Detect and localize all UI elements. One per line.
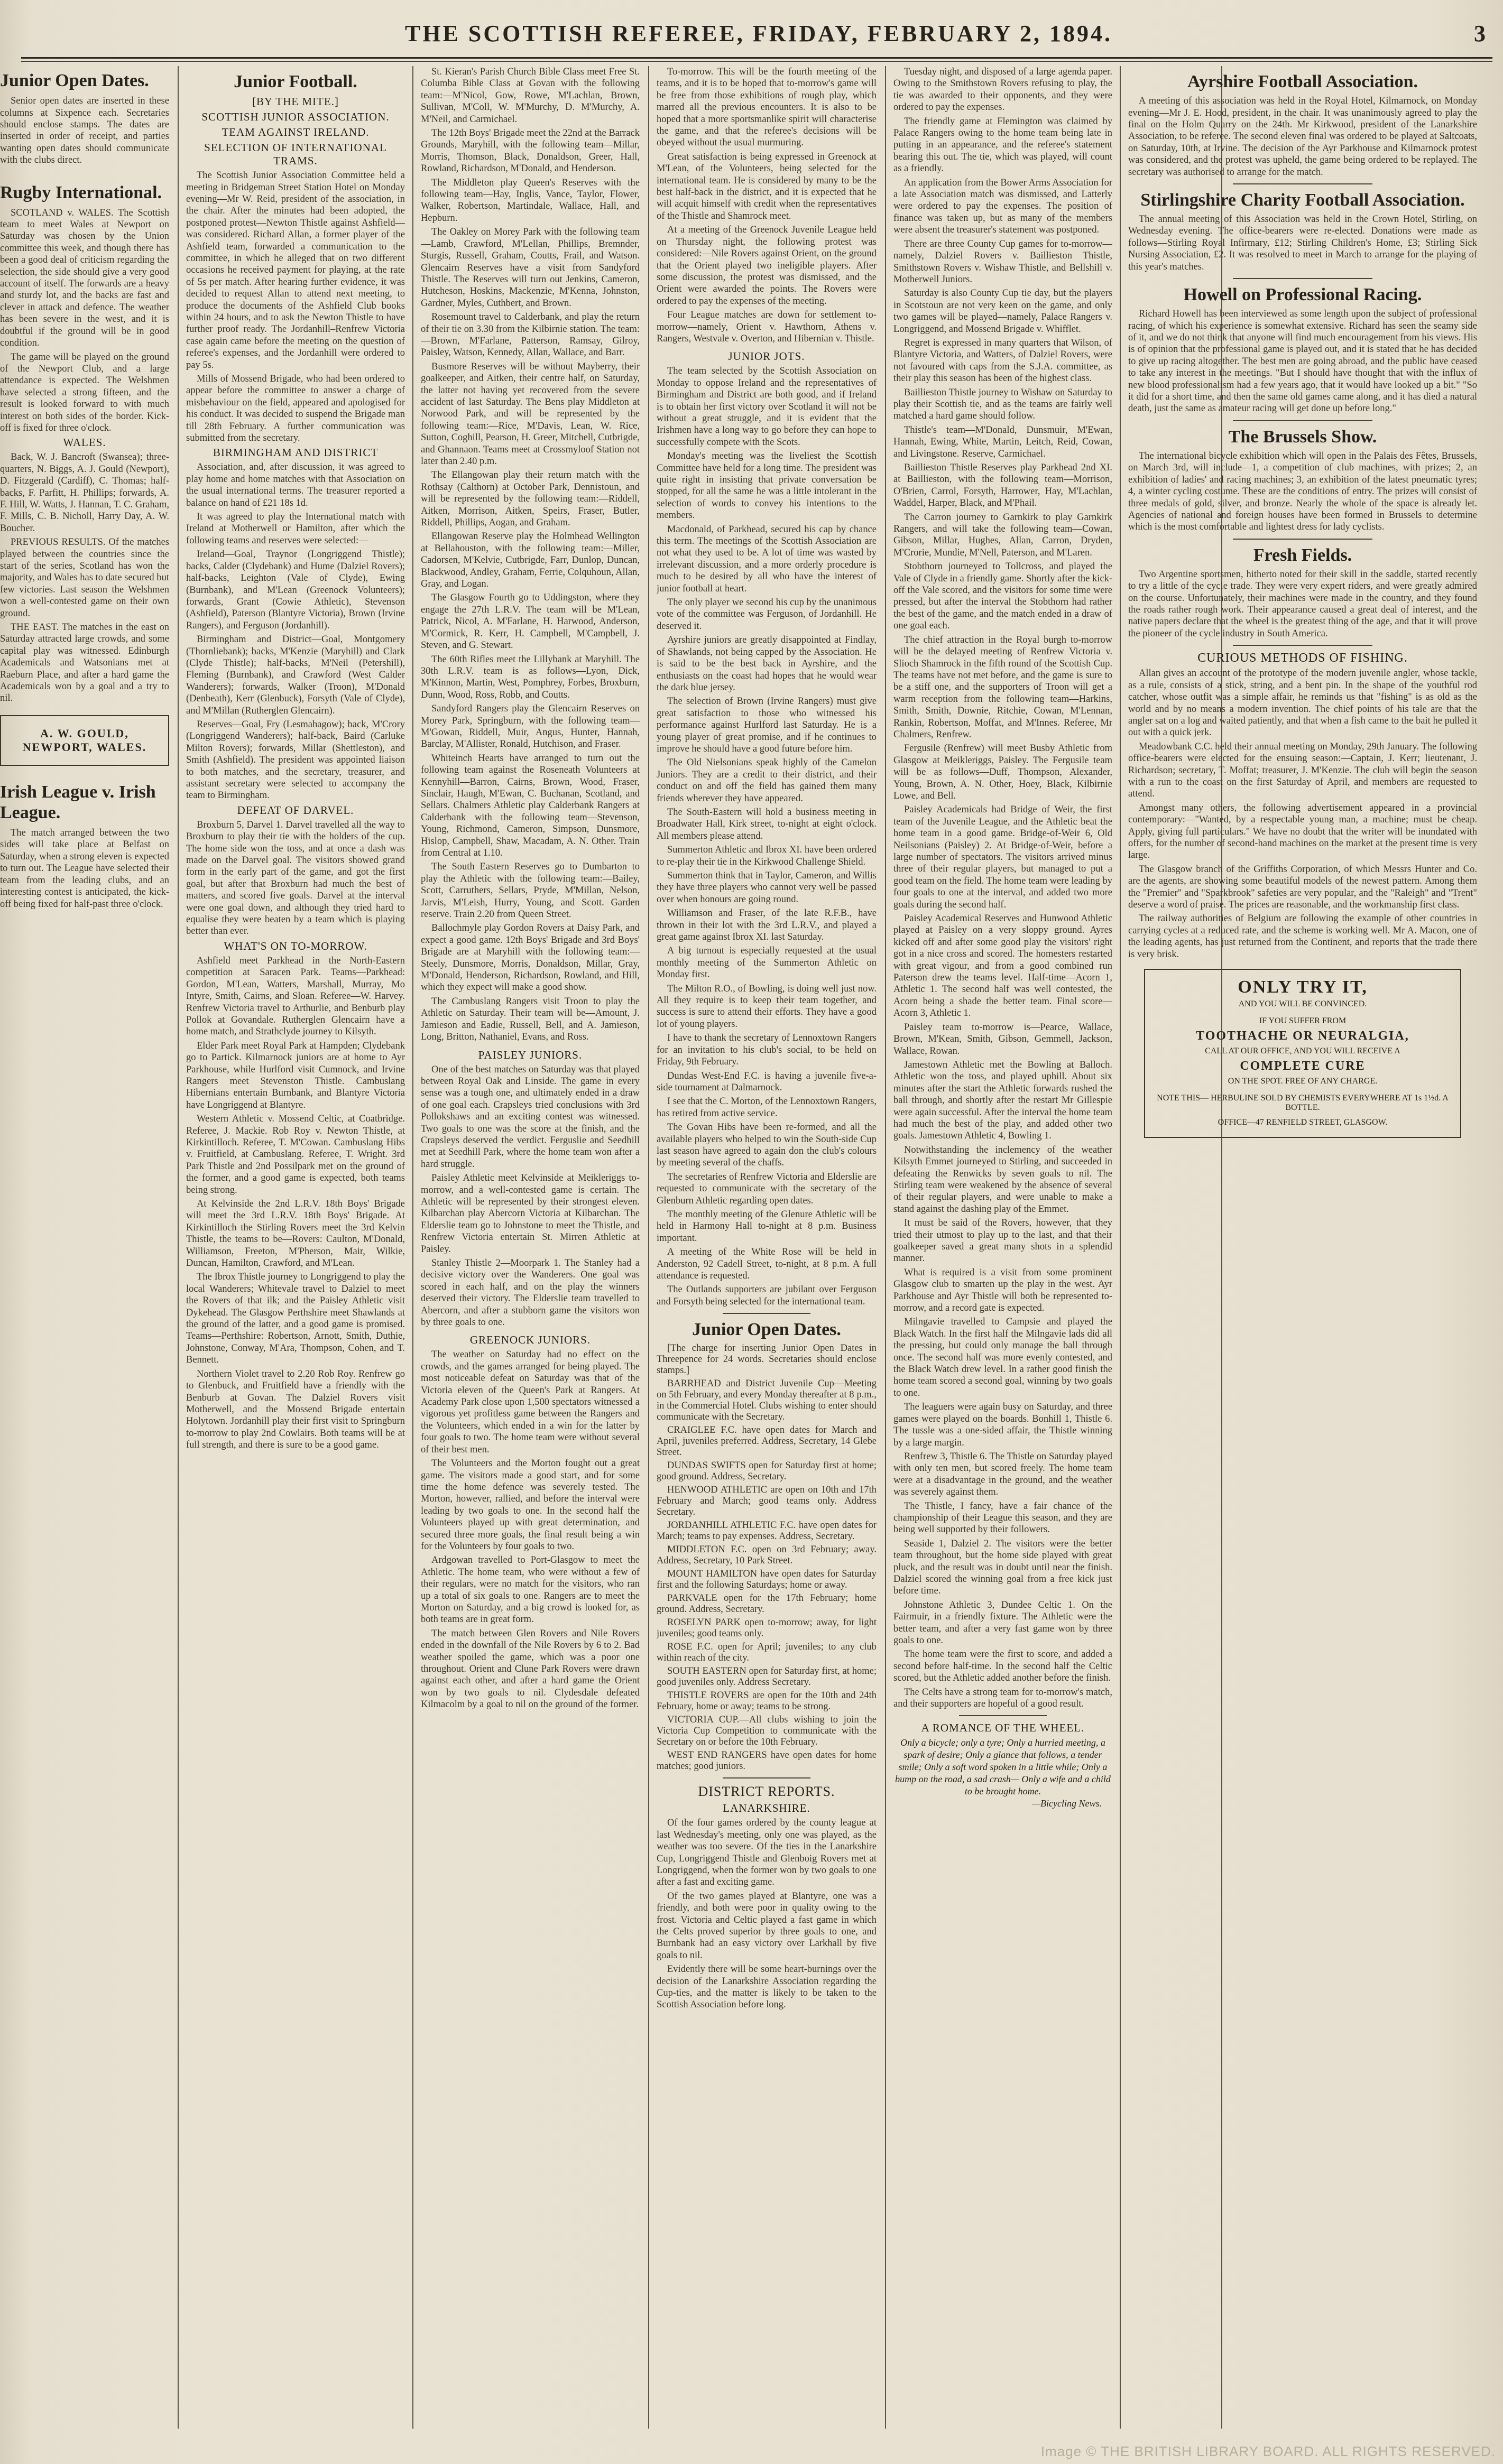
column-right xyxy=(1128,66,1493,2429)
poem-text: Only a bicycle; only a tyre; Only a hurried meeting, a spark of desire; Only a glance that follows, a tender smile; Only a soft word spoken in a little while; Only a bump on the road, a sad crash— Only a wife and a child to be brought home. xyxy=(895,1737,1111,1797)
article-paragraph: Tuesday night, and disposed of a large agenda paper. Owing to the Smithstown Rovers refusing to play, the tie was awarded to their opponents, and they were ordered to pay the expenses. xyxy=(893,67,1112,113)
ad-bold-line: TOOTHACHE OR NEURALGIA, xyxy=(1196,1029,1409,1043)
article-paragraph: The Glasgow branch of the Griffiths Corporation, of which Messrs Hunter and Co. are the agents, are showing some beautiful models of the newest pattern. Among them the "Premier" and "Sparkbrook" safeties are very popular, and the "Raleigh" and "Trent" deserve a word of praise. The prices are reasonable, and the workmanship first class. xyxy=(1128,864,1477,910)
masthead-rule xyxy=(21,57,1492,62)
subheading: DEFEAT OF DARVEL. xyxy=(237,803,354,817)
article-paragraph: Sandyford Rangers play the Glencairn Reserves on Morey Park, Springburn, with the following team—M'Gowan, Riddell, Muir, Angus, Hunter, Hannah, Barclay, M'Allister, Ronald, Hutchison, and Fraser. xyxy=(421,703,640,750)
byline: [BY THE MITE.] xyxy=(252,95,339,108)
article-paragraph: Ellangowan Reserve play the Holmhead Wellington at Bellahouston, with the following team:—Miller, Cadorsen, M'Kelvie, Cutbrigde, Farr, Dunlop, Duncan, Blackwood, Andley, Graham, Ferrie, Colquhoun, Allan, Gray, and Logan. xyxy=(421,531,640,590)
section-heading: Fresh Fields. xyxy=(1253,545,1352,565)
masthead-title: THE SCOTTISH REFEREE, FRIDAY, FEBRUARY 2, 1894. xyxy=(404,21,1112,47)
section-heading: Ayrshire Football Association. xyxy=(1187,72,1418,91)
article-paragraph: Birmingham and District—Goal, Montgomery (Thornliebank); backs, M'Kenzie (Maryhill) and Clark (Clyde Thistle); half-backs, M'Neil (Petershill), Fleming (Burnbank), and Crawford (West Calder Wanderers); forwards, Walker (Troon), M'Donald (Denbeath), Kerr (Glenbuck), Forsyth (Vale of Clyde), and M'Millan (Rutherglen Glencairn). xyxy=(186,634,405,716)
article-paragraph: The friendly game at Flemington was claimed by Palace Rangers owing to the home team being late in putting in an appearance, and the referee's statement bearing this out. The tie, which was played, will count as a friendly. xyxy=(893,116,1112,174)
subheading: DISTRICT REPORTS. xyxy=(698,1784,835,1800)
section-heading: Rugby International. xyxy=(0,182,162,202)
open-date-listing: JORDANHILL ATHLETIC F.C. have open dates for March; teams to pay expenses. Address, Secretary. xyxy=(657,1520,877,1542)
article-paragraph: Senior open dates are inserted in these columns at Sixpence each. Secretaries should enclose stamps. The dates are inserted in order of receipt, and parties wanting open dates should communicate with the clubs direct. xyxy=(0,96,169,166)
article-paragraph: I have to thank the secretary of Lennoxtown Rangers for an invitation to his club's social, to be held on Friday, 9th February. xyxy=(657,1033,877,1068)
article-paragraph: It was agreed to play the International match with Ireland at Motherwell or Hamilton, after which the following teams and reserves were selected:— xyxy=(186,512,405,546)
article-paragraph: The international bicycle exhibition which will open in the Palais des Fêtes, Brussels, on March 3rd, will include—1, a competition of club machines, with prizes; 2, an exhibition of ladies' and racing machines; 3, an exhibition of the latest pneumatic tyres; 4, a winter cycling costume. These are the conditions of entry. The prizes will consist of three medals of gold, silver, and bronze. Nearly the whole of the space is already let. Agencies of national and foreign houses have been formed in Brussels to determine which is the most comfortable and lightest dress for lady cyclists. xyxy=(1128,450,1477,533)
article-paragraph: Saturday is also County Cup tie day, but the players in Scotstoun are not very keen on the game, and only two games will be played—namely, Palace Rangers v. Longriggend, and Mossend Brigade v. Whifflet. xyxy=(893,288,1112,335)
section-heading: Howell on Professional Racing. xyxy=(1183,285,1422,305)
section-heading: The Brussels Show. xyxy=(1228,427,1377,447)
article-paragraph: The Carron journey to Garnkirk to play Garnkirk Rangers, and will take the following team—Cowan, Gibson, Millar, Hughes, Allan, Carron, Dryden, M'Crorie, Mundie, M'Nell, Paterson, and M'Laren. xyxy=(893,512,1112,558)
subheading: BIRMINGHAM AND DISTRICT xyxy=(213,446,379,459)
article-paragraph: The match between Glen Rovers and Nile Rovers ended in the downfall of the Nile Rovers by 6 to 2. Bad weather spoiled the game, which was a poor one throughout. Orient and Clune Park Rovers were drawn against each other, and after a hard game the Orient won by two goals to nil. Clydesdale defeated Kilmacolm by a goal to nil on the ground of the former. xyxy=(421,1628,640,1710)
article-paragraph: At a meeting of the Greenock Juvenile League held on Thursday night, the following protest was considered:—Nile Rovers against Orient, on the ground that the Orient played two ineligible players. After some discussion, the protest was dismissed, and the Orient were awarded the points. The Rovers were ordered to pay the expenses of the meeting. xyxy=(657,225,877,307)
article-paragraph: Two Argentine sportsmen, hitherto noted for their skill in the saddle, started recently to try a little of the cycle trade. They were very expert riders, and were greatly admired on the course. Unfortunately, their machines were made in the country, and they found the roads rather rough work. Their appearance caused a great deal of interest, and the native papers declare that the wheel is the greatest thing of the age, and that it will prove the pioneer of the cycle industry in South America. xyxy=(1128,569,1477,639)
article-paragraph: Stanley Thistle 2—Moorpark 1. The Stanley had a decisive victory over the Wanderers. One goal was scored in each half, and on the play the winners deserved their victory. The Elderslie team travelled to Abercorn, and after a stubborn game the visitors won by three goals to one. xyxy=(421,1258,640,1328)
ad-line: ON THE SPOT. FREE OF ANY CHARGE. xyxy=(1228,1077,1378,1086)
ad-line: AND YOU WILL BE CONVINCED. xyxy=(1238,999,1367,1009)
column-rule xyxy=(648,66,649,2429)
article-paragraph: The South-Eastern will hold a business meeting in Broadwater Hall, Kirk street, to-night at eight o'clock. All members please attend. xyxy=(657,807,877,841)
open-date-listing: MOUNT HAMILTON have open dates for Saturday first and the following Saturdays; home or away. xyxy=(657,1569,877,1591)
article-paragraph: Jamestown Athletic met the Bowling at Balloch. Athletic won the toss, and played uphill. About six minutes after the start the Athletic forwards rushed the ball through, and shortly after the restart Mr Gillespie were again successful. After the interval the home team had much the best of the play, and added other two goals. Jamestown Athletic 4, Bowling 1. xyxy=(893,1059,1112,1142)
article-paragraph: Paisley Athletic meet Kelvinside at Meikleriggs to-morrow, and a well-contested game is certain. The Athletic will be represented by their strongest eleven. Kilbarchan play Abercorn Victoria at Kilbarchan. The Elderslie team go to Johnstone to meet the Thistle, and Renfrew Victoria entertain St. Mirren Athletic at Paisley. xyxy=(421,1173,640,1255)
ad-line: NOTE THIS— HERBULINE SOLD BY CHEMISTS EVERYWHERE AT 1s 1½d. A BOTTLE. xyxy=(1157,1094,1449,1113)
article-paragraph: The Old Nielsonians speak highly of the Camelon Juniors. They are a credit to their district, and their conduct on and off the field has gained them many friends wherever they have appeared. xyxy=(657,757,877,804)
section-divider xyxy=(1233,278,1372,279)
open-date-listing: MIDDLETON F.C. open on 3rd February; away. Address, Secretary, 10 Park Street. xyxy=(657,1544,877,1567)
article-paragraph: Notwithstanding the inclemency of the weather Kilsyth Emmet journeyed to Stirling, and succeeded in defeating the Renwicks by seven goals to nil. The Stirling team were weakened by the absence of several of their regular players, and were unable to make a stand against the dashing play of the Emmet. xyxy=(893,1144,1112,1215)
article-paragraph: Baillieston Thistle journey to Wishaw on Saturday to play their Scottish tie, and as the teams are fairly well matched a hard game should follow. xyxy=(893,387,1112,422)
ad-line: CALL AT OUR OFFICE, AND YOU WILL RECEIVE A xyxy=(1205,1046,1400,1056)
article-paragraph: The secretaries of Renfrew Victoria and Elderslie are requested to communicate with the secretary of the Glenburn Athletic regarding open dates. xyxy=(657,1171,877,1206)
column-junior-football xyxy=(186,66,405,2429)
image-credit: Image © THE BRITISH LIBRARY BOARD. ALL RIGHTS RESERVED. xyxy=(1040,2443,1496,2459)
toothache-advertisement xyxy=(1144,969,1461,1138)
article-paragraph: Milngavie travelled to Campsie and played the Black Watch. In the first half the Milngavie lads did all the pressing, but could only manage the ball through once. The second half was more evenly contested, and the Black Watch drew level. In a rather good finish the home team scored a second goal, winning by two goals to one. xyxy=(893,1317,1112,1398)
article-paragraph: The only player we second his cup by the unanimous vote of the committee was Ferguson, of Jordanhill. He deserved it. xyxy=(657,597,877,632)
open-date-listing: WEST END RANGERS have open dates for home matches; good juniors. xyxy=(657,1750,877,1772)
article-paragraph: The Glasgow Fourth go to Uddingston, where they engage the 27th L.R.V. The team will be M'Lean, Patrick, Nicol, A. M'Farlane, H. Harwood, Anderson, M'Cormick, R. Kerr, H. Campbell, M'Campbell, J. Steven, and G. Stewart. xyxy=(421,592,640,651)
article-paragraph: Of the two games played at Blantyre, one was a friendly, and both were poor in quality owing to the frost. Victoria and Celtic played a fast game in which the Celts proved superior by three goals to one, and Burnbank had an easy victory over Larkhall by five goals to nil. xyxy=(657,1891,877,1961)
article-paragraph: Richard Howell has been interviewed as some length upon the subject of professional racing, of which his experience is somewhat extensive. Richard has seen the seamy side of it, and we do not think that anyone will find much encouragement from his views. His is of opinion that the professional game is played out, and it is stated that he has decided to give up racing altogether. The best men are going abroad, and the public have ceased to take any interest in the meetings. "But I should have thought that with the influx of new blood professionalism had a few years ago, that it would have looked up a bit." "So it did for a short time, and then the same old games came along, and it has died a natural death, just the same as amateur racing will get done up before long." xyxy=(1128,309,1477,414)
article-paragraph: PREVIOUS RESULTS. Of the matches played between the countries since the start of the series, Scotland has won the majority, and Wales has to date secured but few victories. Last season the Welshmen won a well-contested game on their own ground. xyxy=(0,537,169,619)
article-paragraph: Back, W. J. Bancroft (Swansea); three-quarters, N. Biggs, A. J. Gould (Newport), D. Fitzgerald (Cardiff), C. Thomas; half-backs, F. Parfitt, H. Phillips; forwards, A. F. Hill, W. Watts, J. Hannan, T. C. Graham, F. Mills, C. B. Nicholl, Harry Day, A. W. Boucher. xyxy=(0,452,169,534)
right-column-content xyxy=(1128,71,1477,1138)
article-paragraph: To-morrow. This will be the fourth meeting of the teams, and it is to be hoped that to-morrow's game will be free from those exhibitions of rough play, which marred all the previous encounters. It is also to be hoped that a more sportsmanlike spirit will characterise the game, and that the referee's decisions will be obeyed without the usual murmuring. xyxy=(657,67,877,149)
open-date-listing: ROSELYN PARK open to-morrow; away, for light juveniles; good teams only. xyxy=(657,1617,877,1639)
article-paragraph: Williamson and Fraser, of the late R.F.B., have thrown in their lot with the 3rd L.R.V., and played a great game against Ibrox XI. last Saturday. xyxy=(657,908,877,943)
article-paragraph: Broxburn 5, Darvel 1. Darvel travelled all the way to Broxburn to play their tie with the holders of the cup. The home side won the toss, and at once a dash was made on the Darvel goal. The visitors showed grand form in the early part of the game, and got the first goal, but after that Broxburn had much the best of matters, and scored five goals. Darvel at the interval were one goal down, and although they tried hard to equalise they were beaten by a team which is playing better than ever. xyxy=(186,819,405,937)
article-paragraph: The Milton R.O., of Bowling, is doing well just now. All they require is to keep their team together, and success is sure to attend their efforts. They have a good lot of young players. xyxy=(657,983,877,1030)
article-paragraph: The chief attraction in the Royal burgh to-morrow will be the delayed meeting of Renfrew Victoria v. Slioch Shamrock in the fifth round of the Scottish Cup. The teams have not met before, and the game is sure to be a stiff one, and the supporters of Troon will get a warm reception from the following team—Harkins, Smith, Smith, Downie, Ritchie, Cowan, M'Lennan, Rankin, Robertson, Moffat, and M'Innes. Referee, Mr Chalmers, Renfrew. xyxy=(893,634,1112,740)
article-paragraph: The Outlands supporters are jubilant over Ferguson and Forsyth being selected for the international team. xyxy=(657,1284,877,1307)
article-paragraph: The weather on Saturday had no effect on the crowds, and the games arranged for being played. The most noticeable defeat on Saturday was that of the Victoria eleven of the Queen's Park at Rangers. At Academy Park close upon 1,500 spectators witnessed a vigorous yet profitless game between the Rangers and the Volunteers, which ended in a win for the latter by four goals to two. The home team were without several of their best men. xyxy=(421,1349,640,1455)
article-paragraph: Paisley Academical Reserves and Hunwood Athletic played at Paisley on a very sloppy ground. Ayres kicked off and after some good play the visitors' right got in a nice cross and scored. The homesters restarted with great vigour, and from a good combined run Paterson drew the teams level. Half-time—Acorn 1, Athletic 1. The second half was well contested, the Acorn being a shade the better team. Final score—Acorn 3, Athletic 1. xyxy=(893,913,1112,1019)
article-paragraph: Ayrshire juniors are greatly disappointed at Findlay, of Shawlands, not being capped by the Association. He is said to be the best back in Ayrshire, and the enthusiasts on the coast had hopes that he would wear the dark blue jersey. xyxy=(657,635,877,693)
article-paragraph: At Kelvinside the 2nd L.R.V. 18th Boys' Brigade will meet the 3rd L.R.V. 18th Boys' Brigade. At Kirkintilloch the Stirling Rovers meet the 3rd Kelvin Thistle, the teams to be—Rovers: Caulton, M'Donald, Williamson, Freeton, M'Pherson, Mair, Wilkie, Duncan, Hamilton, Crawford, and M'Lean. xyxy=(186,1199,405,1269)
subheading: GREENOCK JUNIORS. xyxy=(469,1333,591,1347)
poem-attribution: —Bicycling News. xyxy=(1032,1798,1102,1809)
article-paragraph: The 60th Rifles meet the Lillybank at Maryhill. The 30th L.R.V. team is as follows—Lyon, Dick, M'Kinnon, Martin, West, Pomphrey, Forbes, Broxburn, Dunn, Wood, Ross, Robb, and Coutts. xyxy=(421,654,640,700)
section-divider xyxy=(723,1777,810,1778)
article-paragraph: Of the four games ordered by the county league at last Wednesday's meeting, only one was played, as the weather was too severe. Of the ties in the Lanarkshire Cup, Longriggend Thistle and Glenboig Rovers met at Longriggend, when the former won by two goals to one after a fast and exciting game. xyxy=(657,1818,877,1888)
section-heading: Junior Open Dates. xyxy=(0,71,149,90)
article-paragraph: An application from the Bower Arms Association for a late Association match was dismissed, and Latterly were ordered to pay the expenses. The position of finance was taken up, but as many of the members were absent the treasurer's statement was postponed. xyxy=(893,177,1112,236)
article-paragraph: The Volunteers and the Morton fought out a great game. The visitors made a good start, and for some time the home defence was severely tested. The Morton, however, rallied, and before the interval were leading by two goals to one. In the second half the Volunteers played up with great determination, and secured three more goals, the final result being a win for the Volunteers by four goals to two. xyxy=(421,1458,640,1552)
masthead xyxy=(21,20,1496,57)
article-paragraph: Mills of Mossend Brigade, who had been ordered to appear before the committee to answer a charge of misbehaviour on the field, appeared and apologised for his conduct. It was decided to suspend the Brigade man till 28th February. A further communication was submitted from the secretary. xyxy=(186,374,405,444)
article-paragraph: It must be said of the Rovers, however, that they tried their utmost to play up to the last, and that their goalkeeper saved a great many shots in a splendid manner. xyxy=(893,1218,1112,1264)
article-paragraph: Paisley team to-morrow is—Pearce, Wallace, Brown, M'Kean, Smith, Gibson, Gemmell, Jackson, Wallace, Rowan. xyxy=(893,1022,1112,1057)
subheading: JUNIOR JOTS. xyxy=(728,350,805,363)
article-paragraph: The game will be played on the ground of the Newport Club, and a large attendance is expected. The Welshmen have selected a strong fifteen, and the result is looked forward to with much interest on both sides of the border. Kick-off is fixed for three o'clock. xyxy=(0,351,169,433)
column-juniors-continued xyxy=(421,66,640,2429)
article-paragraph: Northern Violet travel to 2.20 Rob Roy. Renfrew go to Glenbuck, and Fruitfield have a friendly with the Benburb at Govan. The Dalziel Rovers visit Motherwell, and the Mossend Brigade entertain Holytown. Jordanhill play their first visit to Springburn to-morrow to play 2nd Cowlairs. Both teams will be at full strength, and there is sure to be a good game. xyxy=(186,1368,405,1451)
article-paragraph: A meeting of the White Rose will be held in Anderston, 92 Cadell Street, to-night, at 8 p.m. A full attendance is requested. xyxy=(657,1247,877,1281)
article-paragraph: Thistle's team—M'Donald, Dunsmuir, M'Ewan, Hannah, Ewing, White, Martin, Leitch, Reid, Cowan, and Livingstone. Reserve, Carmichael. xyxy=(893,424,1112,459)
open-date-listing: SOUTH EASTERN open for Saturday first, at home; good juveniles only. Address Secretary. xyxy=(657,1666,877,1688)
article-paragraph: Busmore Reserves will be without Mayberry, their goalkeeper, and Aitken, their centre half, on Saturday, the latter not having yet recovered from the severe accident of last Saturday. The Bens play Middleton at Norwood Park, and will be represented by the following team:—Rice, M'Davis, Lean, W. Rice, Sutton, Coghill, Pearson, H. Greer, Mitchell, Cutbrigde, and Ghannaon. Teams meet at Crossmyloof Station not later than 2.40 p.m. xyxy=(421,361,640,467)
article-paragraph: The Oakley on Morey Park with the following team—Lamb, Crawford, M'Lellan, Phillips, Bremnder, Sturgis, Russell, Graham, Coutts, Frail, and Watson. Glencairn Reserves have a visit from Sandyford Thistle. The Reserves will turn out Jenkins, Cameron, Hutcheson, Hoskins, Mackenzie, M'Kenna, Johnston, Gardner, Myles, Cuthbert, and Brown. xyxy=(421,227,640,309)
page-number: 3 xyxy=(1474,21,1486,47)
article-paragraph: Reserves—Goal, Fry (Lesmahagow); back, M'Crory (Longriggend Wanderers); half-back, Baird (Carluke Milton Rovers); forwards, Millar (Shettleston), and Smith (Ashfield). The president was appointed liaison to both matches, and the secretary, treasurer, and assistant secretary were selected to accompany the team to Birmingham. xyxy=(186,719,405,801)
section-heading: Junior Football. xyxy=(234,72,357,91)
article-paragraph: The Scottish Junior Association Committee held a meeting in Bridgeman Street Station Hotel on Monday evening—Mr W. Reid, president of the association, in the chair. After the minutes had been adopted, the postponed protest—Newton Thistle against Ashfield—was considered. Richard Allan, a former player of the Ashfield team, forwarded a communication to the committee, in which he alleged that on two different occasions he received payment for playing, at the rate of 5s per match. After hearing further evidence, it was decided to request Allan to attend next meeting, to produce the documents of the Ashfield Club books within 24 hours, and to ask the Newton Thistle to have further proof ready. The Jordanhill–Renfrew Victoria case again came before the meeting on the question of referee's expenses, and the Jordanhill were ordered to pay 5s. xyxy=(186,170,405,370)
article-paragraph: The South Eastern Reserves go to Dumbarton to play the Athletic with the following team:—Bailey, Scott, Carruthers, Sellars, Pryde, M'Millan, Nelson, Jarvis, M'Leish, Hurry, Young, and Scott. Garden reserve. Train 2.20 from Queen Street. xyxy=(421,862,640,920)
article-paragraph: Evidently there will be some heart-burnings over the decision of the Lanarkshire Association regarding the Cup-ties, and the matter is likely to be taken to the Scottish Association before long. xyxy=(657,1964,877,2011)
article-paragraph: Meadowbank C.C. held their annual meeting on Monday, 29th January. The following office-bearers were elected for the ensuing season:—Captain, J. Kerr; lieutenant, J. Richardson; secretary, T. Moffat; treasurer, J. M'Kenzie. The club will begin the season with a run to the coast on the first Saturday of April, and members are requested to attend. xyxy=(1128,741,1477,800)
section-heading: Irish League v. Irish League. xyxy=(0,782,156,822)
article-paragraph: Ardgowan travelled to Port-Glasgow to meet the Athletic. The home team, who were without a few of their regulars, were no match for the visitors, who ran up a total of six goals to one. Rangers are to meet the Morton on Saturday, and a big crowd is looked for, as both teams are in great form. xyxy=(421,1555,640,1625)
article-paragraph: Renfrew 3, Thistle 6. The Thistle on Saturday played with only ten men, but scored freely. The home team were at a disadvantage in the ground, and the weather was severely against them. xyxy=(893,1451,1112,1498)
article-paragraph: Regret is expressed in many quarters that Wilson, of Blantyre Victoria, and Watters, of Dalziel Rovers, were not favoured with caps from the S.J.A. committee, as their play this season has been of the highest class. xyxy=(893,337,1112,384)
open-date-listing: ROSE F.C. open for April; juveniles; to any club within reach of the city. xyxy=(657,1642,877,1664)
article-paragraph: The home team were the first to score, and added a second before half-time. In the second half the Celtic scored, but the Athletic added another before the finish. xyxy=(893,1649,1112,1684)
article-paragraph: The railway authorities of Belgium are following the example of other countries in carrying cycles at a reduced rate, and the scheme is working well. Mr A. Macon, one of the leading agents, has just returned from the Continent, and reports that the trade there is very brisk. xyxy=(1128,913,1477,960)
article-paragraph: Four League matches are down for settlement to-morrow—namely, Orient v. Hawthorn, Athens v. Rangers, Westvale v. Overton, and Hibernian v. Thistle. xyxy=(657,310,877,344)
ad-address: OFFICE—47 RENFIELD STREET, GLASGOW. xyxy=(1218,1118,1388,1127)
article-paragraph: The annual meeting of this Association was held in the Crown Hotel, Stirling, on Wednesday evening. The office-bearers were re-elected. Donations were made as follows—Stirling Royal Infirmary, £12; Stirling Children's Home, £3; Stirling Sick Nursing Association, £2. It was resolved to meet in March to arrange for the playing of this year's matches. xyxy=(1128,214,1477,272)
column-rule xyxy=(885,66,886,2429)
article-paragraph: Summerton Athletic and Ibrox XI. have been ordered to re-play their tie in the Kirkwood Challenge Shield. xyxy=(657,845,877,867)
article-paragraph: A big turnout is especially requested at the usual monthly meeting of the Summerton Athletic on Monday first. xyxy=(657,946,877,980)
section-divider xyxy=(1233,420,1372,421)
article-paragraph: The Thistle, I fancy, have a fair chance of the championship of their League this season, and they are being well supported by their followers. xyxy=(893,1500,1112,1535)
article-paragraph: Summerton think that in Taylor, Cameron, and Willis they have three players who cannot very well be passed over when honours are going round. xyxy=(657,870,877,905)
article-paragraph: SCOTLAND v. WALES. The Scottish team to meet Wales at Newport on Saturday was chosen by the Union committee this week, and though there has been a good deal of criticism regarding the selection, the side should give a very good account of itself. The forwards are a heavy and sturdy lot, and the backs are fast and clever in attack and defence. The weather has been severe in the west, and it is doubtful if the ground will be in good condition. xyxy=(0,207,169,349)
section-heading: Stirlingshire Charity Football Association. xyxy=(1140,190,1465,210)
section-divider xyxy=(1233,539,1372,540)
article-paragraph: The team selected by the Scottish Association on Monday to oppose Ireland and the representatives of Birmingham and District are both good, and if Ireland is to obtain her first victory over Scotland it will not be without a great struggle, and it is evident that the Irishmen have a long way to go before they can hope to successfully compete with the Scots. xyxy=(657,366,877,448)
article-paragraph: [The charge for inserting Junior Open Dates in Threepence for 24 words. Secretaries should enclose stamps.] xyxy=(657,1343,877,1376)
subheading: LANARKSHIRE. xyxy=(723,1802,810,1815)
article-paragraph: There are three County Cup games for to-morrow—namely, Dalziel Rovers v. Baillieston Thistle, Smithstown Rovers v. Wishaw Thistle, and Bellshill v. Motherwell Juniors. xyxy=(893,238,1112,285)
open-date-listing: PARKVALE open for the 17th February; home ground. Address, Secretary. xyxy=(657,1593,877,1615)
column-junior-jots xyxy=(657,66,877,2429)
open-date-listing: DUNDAS SWIFTS open for Saturday first at home; good ground. Address, Secretary. xyxy=(657,1460,877,1483)
article-paragraph: Rosemount travel to Calderbank, and play the return of their tie on 3.30 from the Kilbirnie station. The team:—Brown, M'Farlane, Patterson, Ramsay, Gilroy, Paisley, Watson, Kennedy, Allan, Wallace, and Barr. xyxy=(421,312,640,358)
ad-headline: ONLY TRY IT, xyxy=(1238,977,1368,997)
subheading: SCOTTISH JUNIOR ASSOCIATION. xyxy=(201,110,390,124)
article-paragraph: The Ellangowan play their return match with the Rothsay (Calthorn) at October Park, Dennistoun, and will be represented by the following team:—Riddell, Aitken, Morrison, Aitken, Speirs, Fraser, Butler, Riddell, Phillips, Aogan, and Graham. xyxy=(421,470,640,529)
open-date-listing: VICTORIA CUP.—All clubs wishing to join the Victoria Cup Competition to communicate with the Secretary on or before the 10th February. xyxy=(657,1715,877,1748)
article-paragraph: Elder Park meet Royal Park at Hampden; Clydebank go to Partick. Kilmarnock juniors are at home to Ayr Parkhouse, while Hurlford visit Cumnock, and Irvine Rangers meet Stevenston Thistle. Cambuslang Hibernians entertain Burnbank, and Blantyre Victoria have Longriggend at Blantyre. xyxy=(186,1040,405,1110)
open-date-listing: HENWOOD ATHLETIC are open on 10th and 17th February and March; good teams only. Address Secretary. xyxy=(657,1485,877,1518)
article-paragraph: Seaside 1, Dalziel 2. The visitors were the better team throughout, but the home side played with great pluck, and the result was in doubt until near the finish. Dalziel scored the winning goal from a free kick just before time. xyxy=(893,1538,1112,1597)
article-paragraph: Macdonald, of Parkhead, secured his cap by chance this term. The meetings of the Scottish Association are not what they used to be. A lot of time was wasted by irrelevant discussion, and a more orderly procedure is much to be desired by all who have the interest of junior football at heart. xyxy=(657,524,877,594)
open-date-listing: THISTLE ROVERS are open for the 10th and 24th February, home or away; teams to be strong. xyxy=(657,1690,877,1712)
article-paragraph: The Govan Hibs have been re-formed, and all the available players who helped to win the South-side Cup last season have agreed to again don the club's colours by meeting several of the chaffs. xyxy=(657,1122,877,1169)
poem-title: A ROMANCE OF THE WHEEL. xyxy=(921,1721,1085,1735)
section-divider xyxy=(1233,645,1372,646)
article-paragraph: The match arranged between the two sides will take place at Belfast on Saturday, when a strong eleven is expected to turn out. The League have selected their team from the leading clubs, and an interesting contest is anticipated, the kick-off being fixed for half-past three o'clock. xyxy=(0,828,169,910)
article-paragraph: Whiteinch Hearts have arranged to turn out the following team against the Roseneath Volunteers at Kennyhill—Barron, Cairns, Brown, Wood, Fraser, Sinclair, Haugh, M'Ewan, C. Buchanan, Scotland, and Sellars. Chalmers Athletic play Calderbank Rangers at Calderbank with the following team—Stevenson, Young, Richmond, Cameron, Simpson, Dunsmore, Hislop, Campbell, Shaw, Macadam, A. N. Other. Train from Central at 1.10. xyxy=(421,753,640,858)
article-paragraph: St. Kieran's Parish Church Bible Class meet Free St. Columba Bible Class at Govan with the following team:—M'Nicol, Gow, Rowe, M'Lachlan, Brown, Sullivan, M'Coll, W. M'Murchy, D. M'Murchy, A. M'Neil, and Carmichael. xyxy=(421,67,640,125)
column-left-edge xyxy=(0,66,169,2429)
open-date-listing: CRAIGLEE F.C. have open dates for March and April, juveniles preferred. Address, Secretary, 14 Glebe Street. xyxy=(657,1425,877,1458)
boxed-notice xyxy=(0,715,169,766)
article-paragraph: Ballochmyle play Gordon Rovers at Daisy Park, and expect a good game. 12th Boys' Brigade and 3rd Boys' Brigade are at Maryhill with the following team:—Steely, Dunsmore, Morris, Donaldson, Millar, Gray, M'Donald, Henderson, Richardson, Rowland, and Hill, which they expect will make a good show. xyxy=(421,923,640,993)
section-divider xyxy=(723,1313,810,1314)
ad-bold-line: COMPLETE CURE xyxy=(1240,1059,1366,1073)
article-paragraph: What is required is a visit from some prominent Glasgow club to smarten up the play in the west. Ayr Parkhouse and Ayr Thistle will both be represented to-morrow, and a record gate is expected. xyxy=(893,1267,1112,1314)
article-paragraph: Paisley Academicals had Bridge of Weir, the first team of the Juvenile League, and the Athletic beat the home team in a good game. Bridge-of-Weir 6, Old Neilsonians (Paisley) 2. At Bridge-of-Weir, before a large number of spectators. The visitors arrived minus three of their regular players, but managed to put a good team on the field. The home team were leading by four goals to one at the interval, and added two more goals during the second half. xyxy=(893,804,1112,910)
article-paragraph: Western Athletic v. Mossend Celtic, at Coatbridge. Referee, J. Mackie. Rob Roy v. Newton Thistle, at Kirkintilloch. Referee, T. M'Cowan. Cambuslang Hibs v. Fruitfield, at Cambuslang. Referee, T. Wright. 3rd Park Thistle and 2nd Possilpark met on the ground of the former, and a good game is expected, both teams being strong. xyxy=(186,1114,405,1196)
article-paragraph: I see that the C. Morton, of the Lennoxtown Rangers, has retired from active service. xyxy=(657,1096,877,1119)
subheading: TEAM AGAINST IRELAND. xyxy=(222,126,370,139)
article-paragraph: Baillieston Thistle Reserves play Parkhead 2nd XI. at Baillieston, with the following team—Morrison, O'Brien, Carrol, Forsyth, Harrower, Hay, M'Lachlan, Waddel, Harper, Black, and M'Phail. xyxy=(893,462,1112,509)
subheading: WHAT'S ON TO-MORROW. xyxy=(224,939,367,952)
boxed-notice-text: A. W. GOULD, NEWPORT, WALES. xyxy=(22,726,147,754)
article-paragraph: The 12th Boys' Brigade meet the 22nd at the Barrack Grounds, Maryhill, with the following team—Millar, Morris, Thomson, Black, Donaldson, Greer, Hall, Rowland, Richardson, M'Donald, and Henderson. xyxy=(421,128,640,174)
article-paragraph: Ashfield meet Parkhead in the North-Eastern competition at Saracen Park. Teams—Parkhead: Gordon, M'Lean, Watters, Marshall, Murray, Mo Intyre, Smith, Cairns, and Sloan. Referee—W. Harvey. Renfrew Victoria travel to Arthurlie, and Benburb play Pollok at Govandale. Rutherglen Glencairn have a home match, and Strathclyde journey to Kilsyth. xyxy=(186,955,405,1038)
article-paragraph: THE EAST. The matches in the east on Saturday attracted large crowds, and some capital play was witnessed. Edinburgh Academicals and Watsonians met at Raeburn Place, and after a hard game the Academicals won by a goal and a try to nil. xyxy=(0,622,169,704)
section-divider xyxy=(1233,183,1372,184)
article-paragraph: One of the best matches on Saturday was that played between Royal Oak and Linside. The game in every sense was a tough one, and ultimately ended in a draw of one goal each. Crapsleys tried conclusions with 3rd Pollokshaws and an exciting contest was witnessed. Two goals to one was the score at the finish, and the Crapsleys deserved the verdict. Ferguslie and Seedhill met at Seedhill Park, where the home team won after a hard struggle. xyxy=(421,1064,640,1170)
article-paragraph: Association, and, after discussion, it was agreed to play home and home matches with that Association on the usual international terms. The treasurer reported a balance on hand of £21 18s 1d. xyxy=(186,462,405,508)
article-paragraph: Johnstone Athletic 3, Dundee Celtic 1. On the Fairmuir, in a friendly fixture. The Athletic were the better team, and after a very fast game won by three goals to one. xyxy=(893,1599,1112,1646)
column-district-reports xyxy=(893,66,1112,2429)
article-paragraph: The Celts have a strong team for to-morrow's match, and their supporters are hopeful of a good result. xyxy=(893,1687,1112,1710)
column-rule xyxy=(412,66,413,2429)
column-rule xyxy=(178,66,179,2429)
article-paragraph: The selection of Brown (Irvine Rangers) must give great satisfaction to those who witnessed his performance against Hurlford last Saturday. He is a young player of great promise, and if he continues to improve he should have a good future before him. xyxy=(657,696,877,754)
subheading: CURIOUS METHODS OF FISHING. xyxy=(1197,651,1408,665)
article-paragraph: The Middleton play Queen's Reserves with the following team—Hay, Inglis, Vance, Taylor, Flower, Walker, Robertson, Martindale, Wallace, Hall, and Hepburn. xyxy=(421,177,640,224)
article-paragraph: Great satisfaction is being expressed in Greenock at M'Lean, of the Volunteers, being selected for the international team. He is considered by many to be the best half-back in the district, and it is expected that he will acquit himself with credit when the representatives of the Thistle and Shamrock meet. xyxy=(657,151,877,221)
subheading: SELECTION OF INTERNATIONAL TRAMS. xyxy=(204,141,387,168)
article-paragraph: Amongst many others, the following advertisement appeared in a provincial contemporary:—"Wanted, by a respectable young man, a machine; must be cheap. Apply, giving full particulars." We have no doubt that the writer will be inundated with offers, for the number of second-hand machines on the market at the present time is very large. xyxy=(1128,802,1477,861)
article-paragraph: Fergusile (Renfrew) will meet Busby Athletic from Glasgow at Meikleriggs, Paisley. The Fergusile team will be as follows—Duff, Thompson, Alexander, Young, Brown, A. N. Other, Hoey, Black, Kilbirnie Lowe, and Bell. xyxy=(893,743,1112,801)
article-paragraph: The leaguers were again busy on Saturday, and three games were played on the boards. Bonhill 1, Thistle 6. The tussle was a one-sided affair, the Thistle winning by a large margin. xyxy=(893,1402,1112,1448)
article-paragraph: A meeting of this association was held in the Royal Hotel, Kilmarnock, on Monday evening—Mr J. E. Hood, president, in the chair. It was unanimously agreed to play the final on the Holm Quarry on the 24th. Mr Kirkwood, president of the Lanarkshire Association, to be referee. The second eleven final was ordered to be played at Saltcoats, on Saturday, 10th, at Irvine. The decision of the Ayr Parkhouse and Kilmarnock protest was considered, and the protest was upheld, the game being ordered to be replayed. The secretary was authorised to arrange for the match. xyxy=(1128,96,1477,178)
section-heading: Junior Open Dates. xyxy=(692,1320,841,1340)
article-paragraph: The Ibrox Thistle journey to Longriggend to play the local Wanderers; Whitevale travel to Dalziel to meet the Rovers of that ilk; and the Paisley Athletic visit Dykehead. The Glasgow Perthshire meet Shawlands at the ground of the latter, and a good game is promised. Teams—Perthshire: Robertson, Arnott, Smith, Duthie, Johnstone, Conway, M'Ara, Thompson, Cohen, and T. Bennett. xyxy=(186,1272,405,1366)
subheading: PAISLEY JUNIORS. xyxy=(478,1048,583,1061)
section-divider xyxy=(959,1715,1047,1716)
article-paragraph: The Cambuslang Rangers visit Troon to play the Athletic on Saturday. Their team will be—Amount, J. Jamieson and Eadie, Russell, Bell, and A. Jamieson, Long, Britton, Nathaniel, Evans, and Ross. xyxy=(421,996,640,1043)
article-paragraph: Dundas West-End F.C. is having a juvenile five-a-side tournament at Dalmarnock. xyxy=(657,1070,877,1093)
subheading: WALES. xyxy=(63,436,106,449)
article-paragraph: Monday's meeting was the liveliest the Scottish Committee have held for a long time. The president was quite right in insisting that private conversation be stopped, for all the same he was a little intolerant in the selection of words to convey his intentions to the members. xyxy=(657,451,877,521)
article-paragraph: Allan gives an account of the prototype of the modern juvenile angler, whose tackle, as a rule, consists of a stick, string, and a bent pin. In the shape of the youthful rod catcher, whose outfit was a simple affair, he reminds us that "fishing" is as old as the world and by no means a modern invention. The chief points of his tale are that the angler sat on a log and waited patiently, and that when a fish came to the bait he pulled it out with a quick jerk. xyxy=(1128,668,1477,738)
article-paragraph: Stobthorn journeyed to Tollcross, and played the Vale of Clyde in a friendly game. Shortly after the kick-off the Vale scored, and the visitors for some time were pressed, but after the interval the Stobthorn had rather the best of the game, and the match ended in a draw of one goal each. xyxy=(893,561,1112,632)
open-date-listing: BARRHEAD and District Juvenile Cup—Meeting on 5th February, and every Monday thereafter at 8 p.m., in the Commercial Hotel. Clubs wishing to enter should communicate with the Secretary. xyxy=(657,1378,877,1423)
article-paragraph: The monthly meeting of the Glenure Athletic will be held in Harmony Hall to-night at 8 p.m. Business important. xyxy=(657,1209,877,1244)
article-paragraph: Ireland—Goal, Traynor (Longriggend Thistle); backs, Calder (Clydebank) and Hume (Dalziel Rovers); half-backs, Leighton (Vale of Clyde), Ewing (Burnbank), and M'Lean (Greenock Volunteers); forwards, Grant (Cowie Athletic), Stevenson (Ashfield), Paterson (Blantyre Victoria), Brown (Irvine Rangers), and Ferguson (Jordanhill). xyxy=(186,549,405,631)
ad-line: IF YOU SUFFER FROM xyxy=(1259,1016,1347,1026)
column-rule xyxy=(1120,66,1121,2429)
